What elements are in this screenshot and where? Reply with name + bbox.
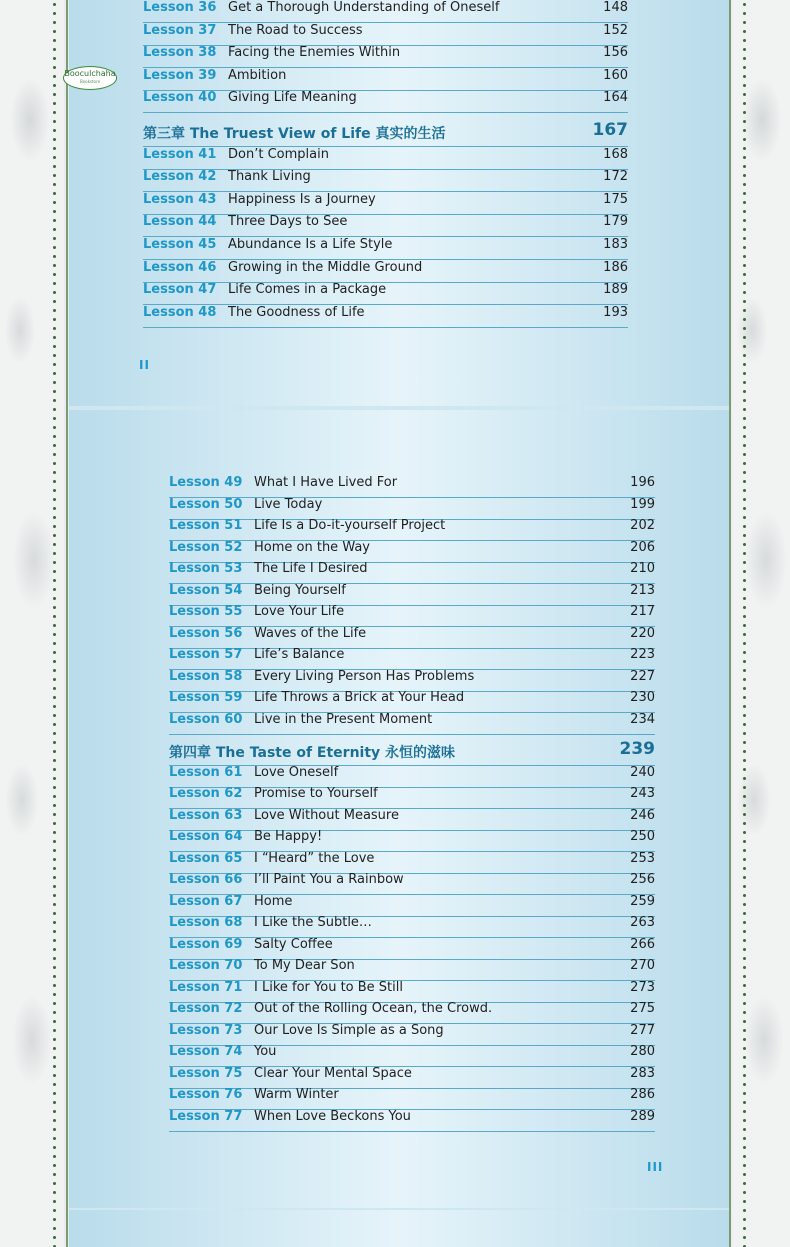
right-dotted-rule — [743, 0, 746, 1247]
page-number: III — [647, 1160, 664, 1174]
toc-entry — [169, 1044, 655, 1067]
lesson-number: Lesson 38 — [143, 45, 217, 61]
toc-entry — [143, 260, 628, 283]
lesson-title: Warm Winter — [254, 1087, 339, 1102]
chapter-page: 239 — [619, 739, 655, 759]
lesson-number: Lesson 44 — [143, 214, 217, 230]
toc-entry — [143, 147, 628, 170]
toc-entry — [143, 192, 628, 215]
lesson-title: Ambition — [228, 67, 287, 83]
lesson-page: 250 — [630, 829, 655, 844]
lesson-page: 148 — [603, 0, 628, 15]
lesson-page: 275 — [630, 1001, 655, 1016]
toc-entry — [143, 0, 628, 23]
lesson-page: 253 — [630, 850, 655, 866]
lesson-number: Lesson 62 — [169, 786, 243, 801]
lesson-number: Lesson 36 — [143, 0, 217, 15]
toc-entry — [169, 583, 655, 606]
lesson-page: 172 — [603, 169, 628, 185]
lesson-number: Lesson 69 — [169, 936, 243, 952]
lesson-title: Life Comes in a Package — [228, 282, 387, 298]
toc-entry — [169, 872, 655, 895]
lesson-page: 286 — [630, 1087, 655, 1102]
lesson-page: 152 — [603, 22, 628, 38]
lesson-title: The Road to Success — [228, 22, 363, 38]
lesson-title: Live in the Present Moment — [254, 711, 433, 727]
right-frame-line — [729, 0, 731, 1247]
toc-entry — [169, 690, 655, 713]
lesson-title: Life’s Balance — [254, 647, 345, 662]
lesson-page: 199 — [630, 496, 655, 512]
chapter-heading — [143, 120, 628, 147]
lesson-page: 263 — [630, 915, 655, 930]
toc-entry — [143, 169, 628, 192]
lesson-title: The Goodness of Life — [228, 304, 365, 320]
chapter-title: 第四章 The Taste of Eternity 永恒的滋味 — [169, 745, 456, 761]
lesson-page: 234 — [630, 711, 655, 727]
lesson-title: Life Throws a Brick at Your Head — [254, 690, 465, 705]
lesson-number: Lesson 65 — [169, 850, 243, 866]
toc-entry — [169, 669, 655, 692]
lesson-title: I “Heard” the Love — [254, 850, 375, 866]
lesson-title: Being Yourself — [254, 582, 346, 598]
lesson-title: Life Is a Do-it-yourself Project — [254, 518, 446, 533]
lesson-number: Lesson 59 — [169, 690, 243, 705]
lesson-page: 168 — [603, 146, 628, 162]
lesson-title: You — [254, 1044, 277, 1059]
lesson-page: 230 — [630, 690, 655, 705]
lesson-title: To My Dear Son — [254, 958, 355, 973]
toc-entry — [169, 561, 655, 584]
lesson-number: Lesson 61 — [169, 764, 243, 780]
lesson-number: Lesson 52 — [169, 539, 243, 555]
lesson-page: 156 — [603, 45, 628, 61]
toc-entry — [169, 626, 655, 649]
lesson-page: 283 — [630, 1065, 655, 1081]
toc-entry — [169, 518, 655, 541]
lesson-number: Lesson 47 — [143, 282, 217, 298]
lesson-number: Lesson 55 — [169, 604, 243, 619]
toc-entry — [143, 68, 628, 91]
lesson-number: Lesson 51 — [169, 518, 243, 533]
toc-entry — [143, 23, 628, 46]
lesson-number: Lesson 74 — [169, 1044, 243, 1059]
lesson-title: I Like for You to Be Still — [254, 979, 403, 995]
chapter-page: 167 — [592, 120, 628, 140]
lesson-title: Growing in the Middle Ground — [228, 259, 423, 275]
left-dotted-rule — [53, 0, 56, 1247]
toc-page-next — [69, 1210, 729, 1247]
page-number: II — [139, 358, 150, 372]
toc-entry — [143, 282, 628, 305]
lesson-number: Lesson 60 — [169, 711, 243, 727]
lesson-number: Lesson 56 — [169, 625, 243, 641]
toc-entry — [169, 894, 655, 917]
lesson-page: 210 — [630, 561, 655, 576]
lesson-number: Lesson 77 — [169, 1108, 243, 1124]
toc-entry — [169, 604, 655, 627]
lesson-title: Home — [254, 893, 293, 909]
lesson-title: Happiness Is a Journey — [228, 191, 376, 207]
lesson-page: 277 — [630, 1022, 655, 1038]
toc-entry — [169, 958, 655, 981]
toc-entry — [143, 45, 628, 68]
lesson-page: 220 — [630, 625, 655, 641]
lesson-page: 227 — [630, 668, 655, 684]
lesson-title: I’ll Paint You a Rainbow — [254, 872, 404, 887]
lesson-page: 183 — [603, 237, 628, 252]
toc-entry — [169, 1087, 655, 1110]
lesson-page: 270 — [630, 958, 655, 973]
lesson-number: Lesson 70 — [169, 958, 243, 973]
lesson-page: 289 — [630, 1108, 655, 1124]
toc-entry — [169, 786, 655, 809]
lesson-page: 246 — [630, 807, 655, 823]
toc-entry — [169, 829, 655, 852]
lesson-page: 193 — [603, 304, 628, 320]
lesson-number: Lesson 67 — [169, 893, 243, 909]
lesson-title: What I Have Lived For — [254, 475, 398, 490]
chapter-heading — [169, 739, 655, 766]
lesson-page: 240 — [630, 764, 655, 780]
toc-entry — [169, 915, 655, 938]
watermark-stamp — [63, 66, 117, 90]
watermark-subtext: Bookstore — [79, 79, 101, 84]
lesson-title: Giving Life Meaning — [228, 90, 357, 106]
lesson-number: Lesson 49 — [169, 475, 243, 490]
lesson-number: Lesson 64 — [169, 829, 243, 844]
lesson-number: Lesson 43 — [143, 191, 217, 207]
lesson-page: 243 — [630, 786, 655, 801]
lesson-title: I Like the Subtle… — [254, 915, 372, 930]
lesson-number: Lesson 75 — [169, 1065, 243, 1081]
lesson-page: 179 — [603, 214, 628, 230]
lesson-page: 256 — [630, 872, 655, 887]
lesson-title: Facing the Enemies Within — [228, 45, 401, 61]
lesson-title: Abundance Is a Life Style — [228, 237, 393, 252]
lesson-title: Get a Thorough Understanding of Oneself — [228, 0, 500, 15]
left-frame-line — [66, 0, 68, 1247]
lesson-title: Love Without Measure — [254, 807, 399, 823]
lesson-page: 259 — [630, 893, 655, 909]
lesson-page: 186 — [603, 259, 628, 275]
lesson-title: Live Today — [254, 496, 323, 512]
lesson-title: Promise to Yourself — [254, 786, 378, 801]
toc-entry — [143, 90, 628, 113]
toc-entry — [169, 851, 655, 874]
lesson-number: Lesson 58 — [169, 668, 243, 684]
lesson-page: 213 — [630, 582, 655, 598]
lesson-number: Lesson 40 — [143, 90, 217, 106]
lesson-page: 189 — [603, 282, 628, 298]
lesson-number: Lesson 76 — [169, 1087, 243, 1102]
lesson-page: 160 — [603, 67, 628, 83]
toc-entry — [169, 497, 655, 520]
right-floral-border — [732, 0, 790, 1247]
toc-entry — [169, 1109, 655, 1132]
toc-entry — [169, 712, 655, 735]
lesson-title: Love Your Life — [254, 604, 345, 619]
lesson-page: 206 — [630, 539, 655, 555]
lesson-title: Love Oneself — [254, 764, 339, 780]
lesson-title: Home on the Way — [254, 539, 370, 555]
watermark-text: Booculchaha — [64, 69, 116, 78]
lesson-page: 175 — [603, 191, 628, 207]
lesson-number: Lesson 37 — [143, 22, 217, 38]
toc-entry — [143, 237, 628, 260]
lesson-number: Lesson 53 — [169, 561, 243, 576]
lesson-number: Lesson 45 — [143, 237, 217, 252]
lesson-number: Lesson 46 — [143, 259, 217, 275]
lesson-number: Lesson 71 — [169, 979, 243, 995]
lesson-title: Salty Coffee — [254, 936, 333, 952]
lesson-number: Lesson 42 — [143, 169, 217, 185]
lesson-page: 266 — [630, 936, 655, 952]
lesson-number: Lesson 63 — [169, 807, 243, 823]
toc-entry — [169, 937, 655, 960]
lesson-title: Three Days to See — [228, 214, 348, 230]
lesson-title: When Love Beckons You — [254, 1108, 411, 1124]
toc-entry — [169, 1001, 655, 1024]
lesson-number: Lesson 68 — [169, 915, 243, 930]
toc-entry — [143, 305, 628, 328]
lesson-page: 273 — [630, 979, 655, 995]
lesson-number: Lesson 54 — [169, 582, 243, 598]
lesson-title: Every Living Person Has Problems — [254, 668, 475, 684]
lesson-page: 280 — [630, 1044, 655, 1059]
chapter-title: 第三章 The Truest View of Life 真实的生活 — [143, 126, 446, 142]
lesson-page: 164 — [603, 90, 628, 106]
toc-entry — [169, 808, 655, 831]
toc-entry — [169, 765, 655, 788]
lesson-number: Lesson 39 — [143, 67, 217, 83]
toc-entry — [169, 647, 655, 670]
lesson-page: 202 — [630, 518, 655, 533]
toc-entry — [169, 475, 655, 498]
lesson-number: Lesson 66 — [169, 872, 243, 887]
lesson-number: Lesson 48 — [143, 304, 217, 320]
toc-entry — [143, 214, 628, 237]
lesson-title: Clear Your Mental Space — [254, 1065, 412, 1081]
lesson-number: Lesson 73 — [169, 1022, 243, 1038]
toc-entry — [169, 1066, 655, 1089]
lesson-page: 223 — [630, 647, 655, 662]
lesson-title: Our Love Is Simple as a Song — [254, 1022, 444, 1038]
lesson-page: 196 — [630, 475, 655, 490]
lesson-page: 217 — [630, 604, 655, 619]
lesson-title: Waves of the Life — [254, 625, 367, 641]
lesson-title: Thank Living — [228, 169, 311, 185]
lesson-number: Lesson 57 — [169, 647, 243, 662]
lesson-title: Be Happy! — [254, 829, 323, 844]
lesson-title: Out of the Rolling Ocean, the Crowd. — [254, 1001, 493, 1016]
toc-entry — [169, 1023, 655, 1046]
lesson-title: Don’t Complain — [228, 146, 329, 162]
toc-entry — [169, 980, 655, 1003]
lesson-number: Lesson 41 — [143, 146, 217, 162]
lesson-title: The Life I Desired — [254, 561, 368, 576]
lesson-number: Lesson 50 — [169, 496, 243, 512]
toc-entry — [169, 540, 655, 563]
lesson-number: Lesson 72 — [169, 1001, 243, 1016]
